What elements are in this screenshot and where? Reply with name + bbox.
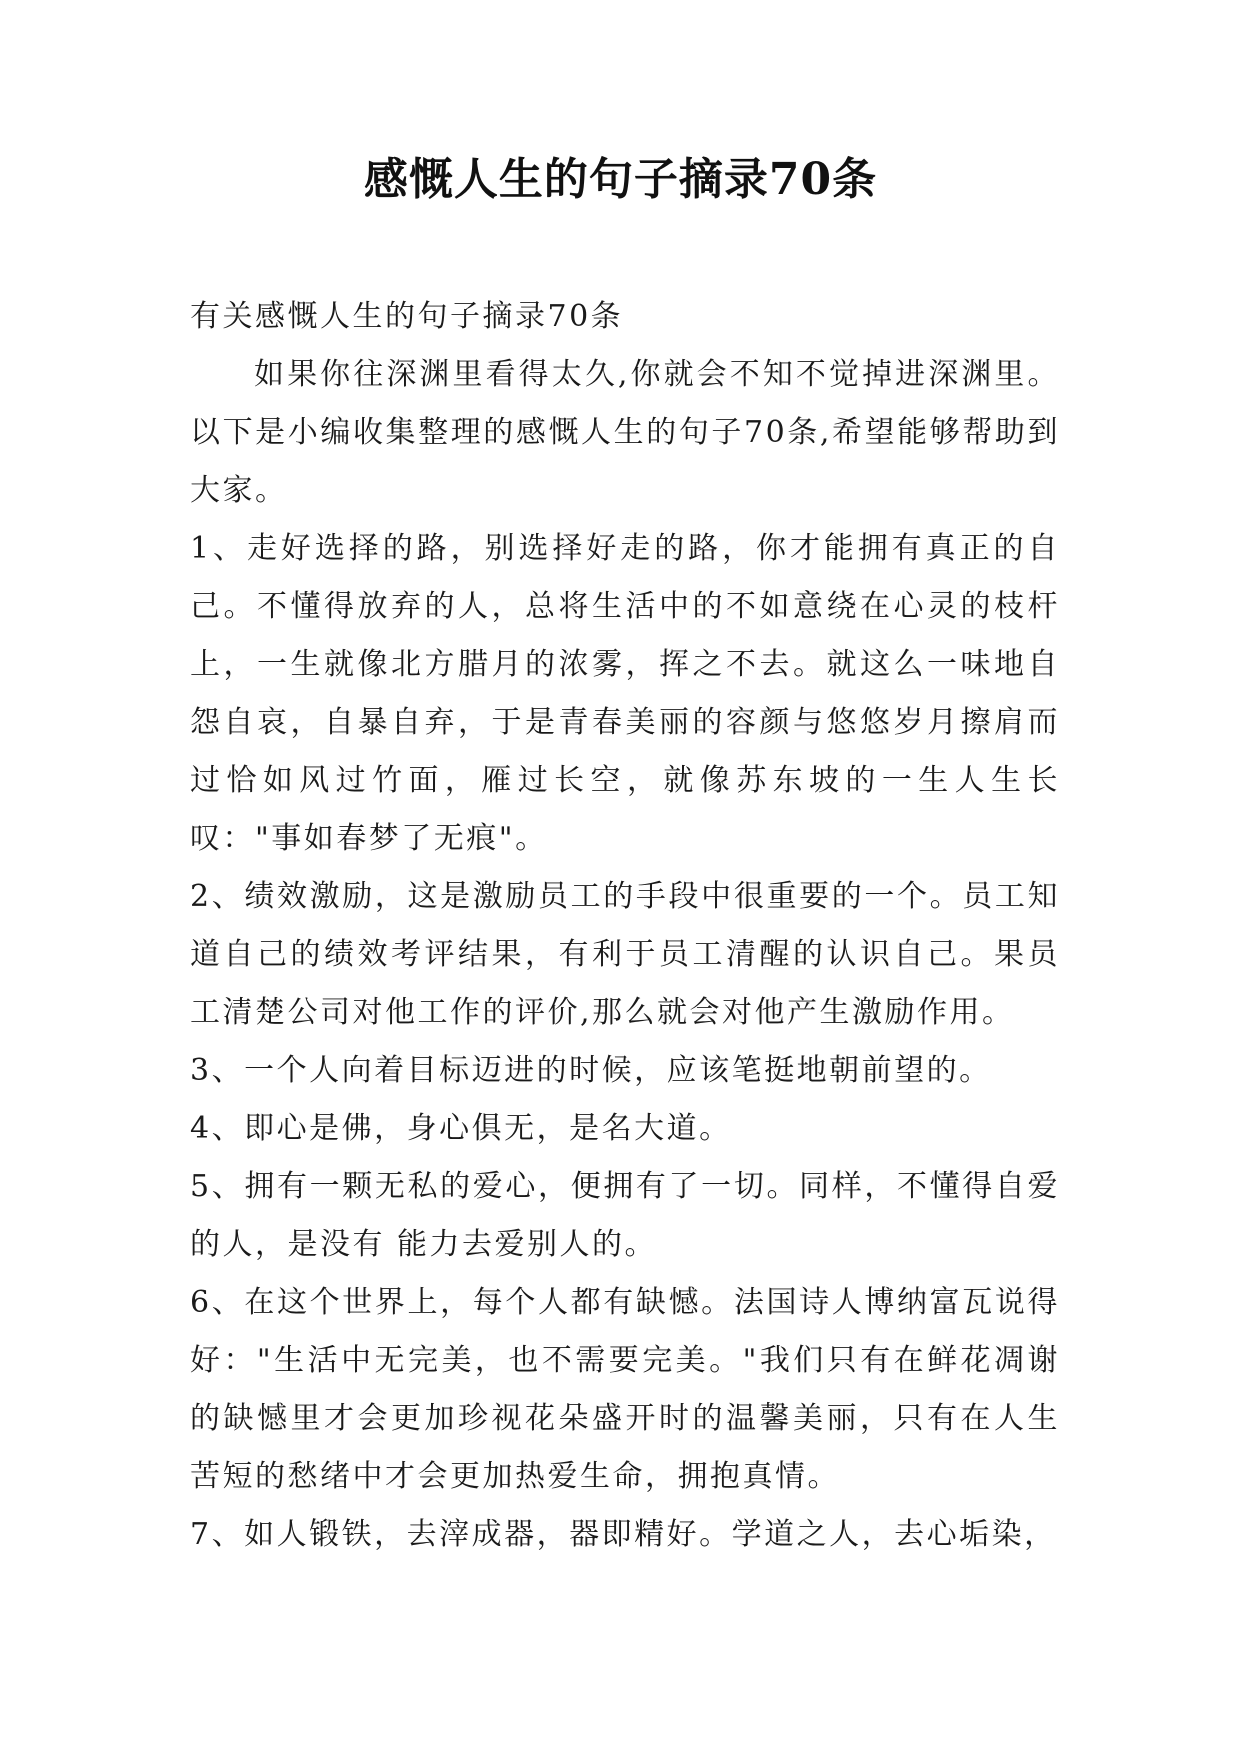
document-subtitle: 有关感慨人生的句子摘录70条 [190,299,624,334]
list-item: 6、在这个世界上，每个人都有缺憾。法国诗人博纳富瓦说得好："生活中无完美，也不需要完美。"我们只有在鲜花凋谢的缺憾里才会更加珍视花朵盛开时的温馨美丽，只有在人生苦短的愁绪中才会更加热爱生命，拥抱真情。 [190,1285,1060,1494]
list-item: 2、绩效激励，这是激励员工的手段中很重要的一个。员工知道自己的绩效考评结果，有利于员工清醒的认识自己。果员工清楚公司对他工作的评价,那么就会对他产生激励作用。 [190,879,1060,1030]
list-item: 3、一个人向着目标迈进的时候，应该笔挺地朝前望的。 [190,1053,992,1088]
list-item: 1、走好选择的路，别选择好走的路，你才能拥有真正的自己。不懂得放弃的人，总将生活中的不如意绕在心灵的枝杆上，一生就像北方腊月的浓雾，挥之不去。就这么一味地自怨自哀，自暴自弃，于是青春美丽的容颜与悠悠岁月擦肩而过恰如风过竹面，雁过长空，就像苏东坡的一生人生长叹："事如春梦了无痕"。 [190,531,1060,856]
document-title: 感慨人生的句子摘录70条 [363,154,878,205]
document-body [190,288,1060,1564]
list-item: 4、即心是佛，身心俱无，是名大道。 [190,1111,732,1146]
list-item: 7、如人锻铁，去滓成器，器即精好。学道之人，去心垢染， [190,1517,1057,1552]
intro-paragraph: 如果你往深渊里看得太久,你就会不知不觉掉进深渊里。以下是小编收集整理的感慨人生的句子70条,希望能够帮助到大家。 [190,357,1060,508]
list-item: 5、拥有一颗无私的爱心，便拥有了一切。同样，不懂得自爱的人，是没有 能力去爱别人的。 [190,1169,1060,1262]
